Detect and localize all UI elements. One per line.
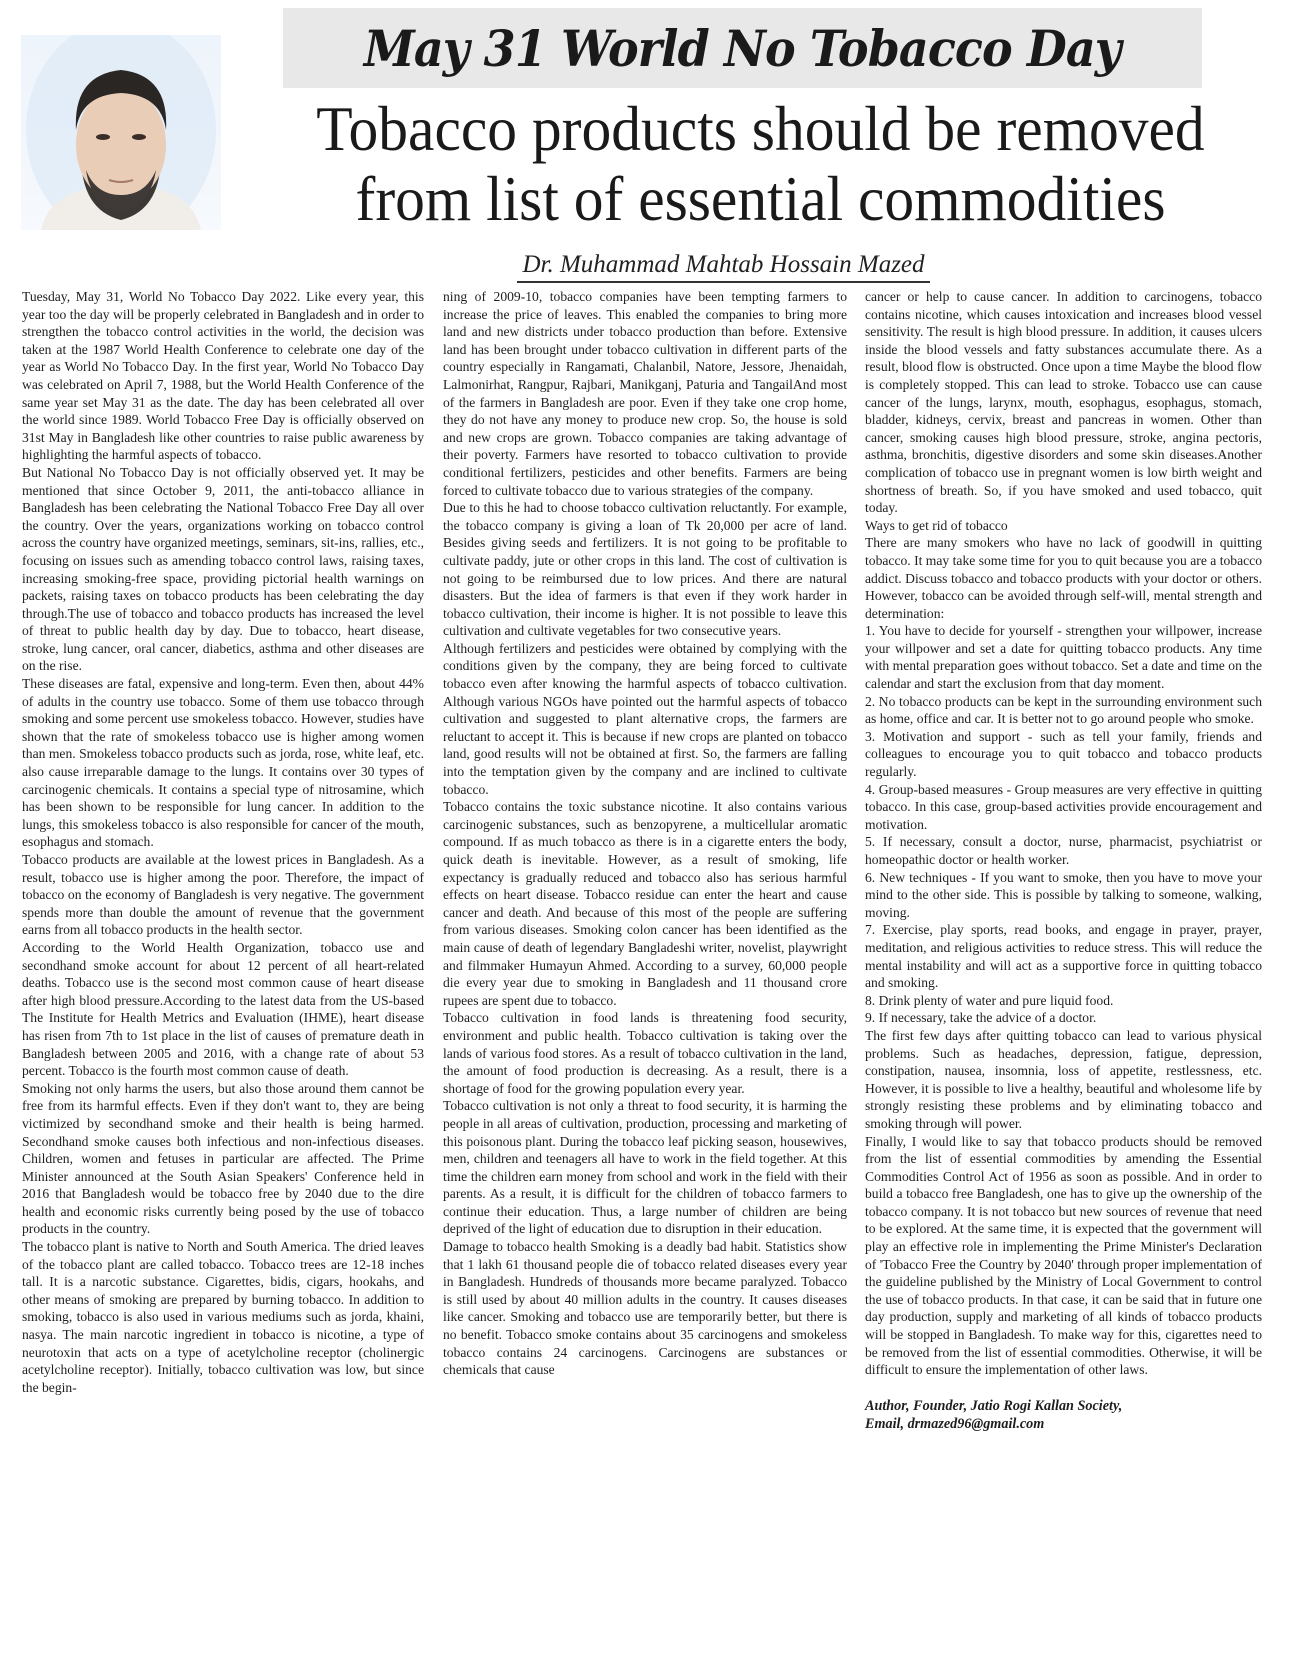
headline	[267, 94, 1254, 234]
list-item: 2. No tobacco products can be kept in the surrounding environment such as home, office and car. It is better not to go around people who smoke.	[865, 693, 1262, 727]
author-portrait-icon	[21, 35, 221, 230]
list-item: 5. If necessary, consult a doctor, nurse, pharmacist, psychiatrist or homeopathic doctor or health worker.	[865, 834, 1262, 867]
paragraph: Tobacco contains the toxic substance nicotine. It also contains various carcinogenic substances, such as benzopyrene, a multicellular aromatic compound. If as much tobacco as there is in a cigarette enters the body, quick death is inevitable. However, as a result of smoking, life expectancy is gradually reduced and tobacco also has serious harmful effects on heart disease. Tobacco residue can enter the heart and cause cancer and death. And because of this most of the people are suffering from various diseases. Smoking colon cancer has been identified as the main cause of death of legendary Bangladeshi writer, novelist, playwright and filmmaker Humayun Ahmed. According to a survey, 60,000 people die every year due to smoking in Bangladesh and 11 thousand crore rupees are spent due to tobacco.	[443, 799, 847, 1008]
paragraph: Due to this he had to choose tobacco cultivation reluctantly. For example, the tobacco company is giving a loan of Tk 20,000 per acre of land. Besides giving seeds and fertilizers. It is not going to be profitable to cultivate paddy, jute or other crops in this land. The cost of cultivation is not going to be reimbursed due to low prices. And there are natural disasters. But the idea of farmers is that even if they work harder in tobacco cultivation, their income is higher. It is not possible to leave this cultivation and cultivate vegetables for two consecutive years.	[443, 500, 847, 639]
paragraph: But National No Tobacco Day is not officially observed yet. It may be mentioned that since October 9, 2011, the anti-tobacco alliance in Bangladesh has been celebrating the National Tobacco Free Day all over the country. Over the years, organizations working on tobacco control across the country have organized meetings, seminars, sit-ins, rallies, etc., focusing on issues such as amending tobacco control laws, raising taxes, increasing smoking-free space, providing pictorial health warnings on packets, raising taxes on tobacco products has been celebrating the day through.The use of tobacco and tobacco products has increased the level of threat to public health day by day. Due to tobacco, heart disease, stroke, lung cancer, oral cancer, diabetics, asthma and other diseases are on the rise.	[22, 464, 424, 674]
paragraph: Although fertilizers and pesticides were obtained by complying with the conditions given by the company, they are being forced to cultivate tobacco even after knowing the harmful aspects of tobacco cultivation. Although various NGOs have pointed out the harmful aspects of tobacco cultivation and suggested to plant alternative crops, the farmers are reluctant to accept it. This is because if new crops are planted on tobacco land, good results will not be obtained at first. So, the farmers are falling into the temptation given by the company and are inclined to cultivate tobacco.	[443, 640, 847, 797]
list-item: 9. If necessary, take the advice of a doctor.	[865, 1010, 1097, 1026]
list-item: 7. Exercise, play sports, read books, and engage in prayer, prayer, meditation, and religious activities to reduce stress. This will reduce the mental instability and will act as a supportive force in quitting tobacco and smoking.	[865, 922, 1262, 991]
list-item: 4. Group-based measures - Group measures are very effective in quitting tobacco. In this case, group-based activities provide encouragement and motivation.	[865, 781, 1262, 832]
paragraph: There are many smokers who have no lack of goodwill in quitting tobacco. It may take some time for you to quit because you are a tobacco addict. Discuss tobacco and tobacco products with your doctor or others. However, tobacco can be avoided through self-will, mental strength and determination:	[865, 535, 1262, 621]
paragraph: Finally, I would like to say that tobacco products should be removed from the list of essential commodities by amending the Essential Commodities Control Act of 1956 as soon as possible. And in order to build a tobacco free Bangladesh, one has to give up the ownership of the tobacco company. It is not tobacco but new sources of revenue that need to be explored. At the same time, it is expected that the government will play an effective role in implementing the Prime Minister's Declaration of 'Tobacco Free the Country by 2040' through proper implementation of the guideline published by the Ministry of Local Government to control the use of tobacco products. In that case, it can be said that in future one day production, supply and marketing of all kinds of tobacco products will be stopped in Bangladesh. To make way for this, cigarettes need to be removed from the list of essential commodities. Otherwise, it will be difficult to ensure the implementation of other laws.	[865, 1133, 1262, 1378]
paragraph: Damage to tobacco health Smoking is a deadly bad habit. Statistics show that 1 lakh 61 thousand people die of tobacco related diseases every year in Bangladesh. Hundreds of thousands more became paralyzed. Tobacco is still used by about 40 million adults in the country. It causes diseases like cancer. Smoking and tobacco use are temporarily better, but there is no benefit. Tobacco smoke contains about 35 carcinogens and smokeless tobacco contains 24 carcinogens. Carcinogens are substances or chemicals that cause	[443, 1239, 847, 1378]
author-photo	[21, 35, 221, 230]
headline-line-2: from list of essential commodities	[355, 163, 1166, 234]
paragraph: According to the World Health Organization, tobacco use and secondhand smoke account for about 12 percent of all heart-related deaths. Tobacco use is the second most common cause of heart disease after high blood pressure.According to the latest data from the US-based The Institute for Health Metrics and Evaluation (IHME), heart disease has risen from 7th to 1st place in the list of causes of premature death in Bangladesh between 2005 and 2016, with a change rate of about 53 percent. Tobacco is the fourth most common cause of death.	[22, 939, 424, 1079]
list-item: 6. New techniques - If you want to smoke, then you have to move your mind to the other side. This is possible by talking to someone, walking, moving.	[865, 869, 1262, 920]
paragraph: Tobacco cultivation is not only a threat to food security, it is harming the people in all areas of cultivation, production, processing and marketing of this poisonous plant. During the tobacco leaf picking season, housewives, men, children and teenagers all have to work in the field together. At this time the children earn money from school and work in the field with their parents. As a result, it is difficult for the children of tobacco farmers to continue their education. Thus, a large number of children are being deprived of the light of education due to disruption in their education.	[443, 1098, 847, 1237]
kicker-title: May 31 World No Tobacco Day	[364, 18, 1121, 78]
list-item: 1. You have to decide for yourself - strengthen your willpower, increase your willpower and set a date for quitting tobacco products. Any time with mental preparation goes without tobacco. Set a date and time on the calendar and start the exclusion from that day moment.	[865, 623, 1262, 692]
paragraph: Tobacco cultivation in food lands is threatening food security, environment and public health. Tobacco cultivation is taking over the lands of various food stores. As a result of tobacco cultivation in the land, the amount of food production is decreasing. As a result, there is a shortage of food for the growing population every year.	[443, 1010, 847, 1096]
paragraph: The tobacco plant is native to North and South America. The dried leaves of the tobacco plant are called tobacco. Tobacco trees are 12-18 inches tall. It is a narcotic substance. Cigarettes, bidis, cigars, hookahs, and other means of smoking are prepared by burning tobacco. In addition to smoking, tobacco is also used in various mediums such as jorda, khaini, nasya. The main narcotic ingredient in tobacco is nicotine, a type of neurotoxin that acts on a type of acetylcholine receptor (cholinergic acetylcholine receptor). Initially, tobacco cultivation was low, but since the begin-	[22, 1239, 424, 1395]
kicker-banner	[283, 8, 1202, 88]
paragraph: ning of 2009-10, tobacco companies have been tempting farmers to increase the price of leaves. This enabled the companies to bring more land and new districts under tobacco production than before. Extensive land has been brought under tobacco cultivation in different parts of the country especially in Rangamati, Chalanbil, Natore, Jessore, Jhenaidah, Lalmonirhat, Rangpur, Rajbari, Manikganj, Paturia and TangailAnd most of the farmers in Bangladesh are poor. Even if they take one crop home, they do not have any money to produce new crop. So, the house is sold and new crops are grown. Tobacco companies are taking advantage of their poverty. Farmers have resorted to tobacco cultivation to provide conditional fertilizers, pesticides and other benefits. Farmers are being forced to cultivate tobacco due to various strategies of the company.	[443, 289, 847, 498]
paragraph: These diseases are fatal, expensive and long-term. Even then, about 44% of adults in the country use tobacco. Some of them use tobacco through smoking and some percent use smokeless tobacco. However, studies have shown that the rate of smokeless tobacco use is higher among women than men. Smokeless tobacco products such as jorda, rose, white leaf, etc. also cause irreparable damage to the lungs. It contains over 30 types of carcinogenic chemicals. It contains a special type of nitrosamine, which has been shown to be responsible for lung cancer. In addition to the lungs, this smokeless tobacco is also responsible for cancer of the mouth, esophagus and stomach.	[22, 676, 424, 850]
list-item: 8. Drink plenty of water and pure liquid food.	[865, 992, 1114, 1008]
signature-affiliation: Author, Founder, Jatio Rogi Kallan Society,	[865, 1397, 1123, 1414]
headline-line-1: Tobacco products should be removed	[316, 93, 1205, 164]
author-signature	[865, 1397, 1262, 1433]
byline: Dr. Muhammad Mahtab Hossain Mazed	[517, 250, 930, 283]
subheading: Ways to get rid of tobacco	[865, 517, 1008, 533]
paragraph: Tuesday, May 31, World No Tobacco Day 2022. Like every year, this year too the day will be properly celebrated in Bangladesh and in order to strengthen the tobacco control activities in the world, the decision was taken at the 1987 World Health Conference to celebrate one day of the year as World No Tobacco Day. In the first year, World No Tobacco Day was celebrated on April 7, 1988, but the World Health Conference of the same year set May 31 as the date. The day has been celebrated all over the world since 1989. World Tobacco Free Day is officially observed on 31st May in Bangladesh like other countries to raise public awareness by highlighting the harmful aspects of tobacco.	[22, 289, 424, 463]
paragraph: Smoking not only harms the users, but also those around them cannot be free from its harmful effects. Even if they don't want to, they are being victimized by secondhand smoke and their health is being harmed. Secondhand smoke causes both infectious and non-infectious diseases. Children, women and fetuses in particular are affected. The Prime Minister announced at the South Asian Speakers' Conference held in 2016 that Bangladesh would be tobacco free by 2040 due to the dire health and economic risks currently being posed by the use of tobacco products in the country.	[22, 1080, 424, 1237]
article-column-1	[22, 288, 424, 1396]
article-column-2	[443, 288, 847, 1379]
article-column-3	[865, 288, 1262, 1433]
list-item: 3. Motivation and support - such as tell your family, friends and colleagues to encourage you to quit tobacco and tobacco products regularly.	[865, 728, 1262, 780]
signature-email[interactable]: Email, drmazed96@gmail.com	[865, 1415, 1045, 1432]
paragraph: cancer or help to cause cancer. In addition to carcinogens, tobacco contains nicotine, which causes intoxication and increases blood vessel sensitivity. The result is high blood pressure. In addition, it causes ulcers inside the blood vessels and fatty substances accumulate there. As a result, blood flow is obstructed. Once upon a time Maybe the blood flow is completely stopped. This can lead to stroke. Tobacco use can cause cancer of the lungs, larynx, mouth, esophagus, esophagus, stomach, bladder, kidneys, cervix, breast and pancreas in women. Other than cancer, smoking causes high blood pressure, stroke, angina pectoris, asthma, bronchitis, digestive disorders and some skin diseases.Another complication of tobacco use in pregnant women is low birth weight and shortness of breath. So, if you have smoked and used tobacco, quit today.	[865, 289, 1262, 516]
paragraph: The first few days after quitting tobacco can lead to various physical problems. Such as headaches, depression, fatigue, depression, constipation, nausea, insomnia, loss of appetite, restlessness, etc. However, it is possible to live a healthy, beautiful and wholesome life by strongly resisting these problems and by eliminating tobacco and smoking through will power.	[865, 1027, 1262, 1131]
paragraph: Tobacco products are available at the lowest prices in Bangladesh. As a result, tobacco use is higher among the poor. Therefore, the impact of tobacco on the economy of Bangladesh is very negative. The government spends more than double the amount of revenue that the government earns from all tobacco products in the health sector.	[22, 852, 424, 938]
